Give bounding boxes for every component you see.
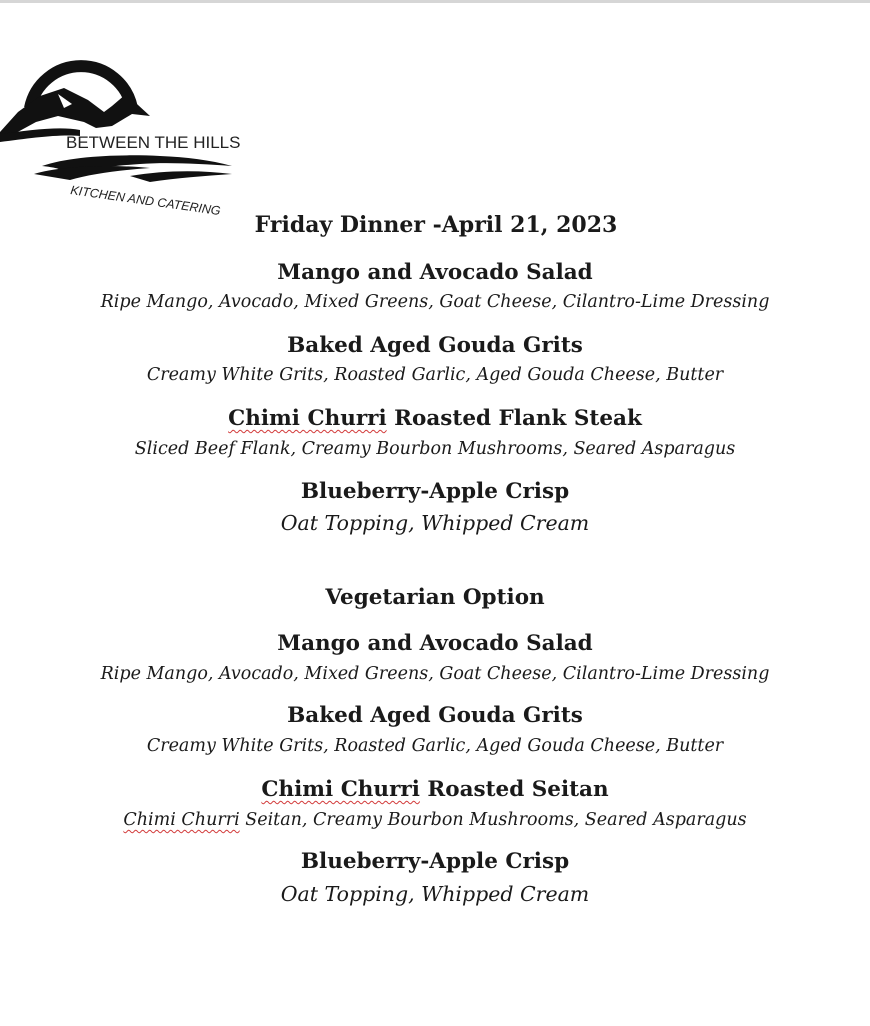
dish-name xyxy=(0,406,870,431)
dish-description: Ripe Mango, Avocado, Mixed Greens, Goat Cheese, Cilantro-Lime Dressing xyxy=(100,292,770,312)
logo-tagline-text: KITCHEN AND CATERING xyxy=(69,183,222,218)
spellcheck-flagged-text: Chimi Churri xyxy=(228,406,387,431)
spellcheck-flagged-text: Chimi Churri xyxy=(123,810,240,830)
dish-name: Mango and Avocado Salad xyxy=(277,260,593,285)
dish-name-rest: Roasted Flank Steak xyxy=(386,406,642,431)
dish-description: Creamy White Grits, Roasted Garlic, Aged Gouda Cheese, Butter xyxy=(146,736,724,756)
dish-description: Creamy White Grits, Roasted Garlic, Aged Gouda Cheese, Butter xyxy=(146,365,724,385)
dish-name: Blueberry-Apple Crisp xyxy=(300,849,570,874)
page-top-border xyxy=(0,0,870,3)
between-the-hills-logo xyxy=(0,38,260,218)
dish-name-rest: Roasted Seitan xyxy=(419,777,609,802)
dish-description xyxy=(0,810,870,830)
dish-name: Baked Aged Gouda Grits xyxy=(287,333,583,358)
dish-description: Oat Topping, Whipped Cream xyxy=(280,511,590,535)
dish-description: Sliced Beef Flank, Creamy Bourbon Mushrooms, Seared Asparagus xyxy=(134,439,736,459)
dish-name: Mango and Avocado Salad xyxy=(277,631,593,656)
spellcheck-flagged-text: Chimi Churri xyxy=(261,777,420,802)
dish-description: Ripe Mango, Avocado, Mixed Greens, Goat Cheese, Cilantro-Lime Dressing xyxy=(100,664,770,684)
dish-description: Oat Topping, Whipped Cream xyxy=(280,882,590,906)
dish-name: Baked Aged Gouda Grits xyxy=(287,703,583,728)
dish-description-rest: Seitan, Creamy Bourbon Mushrooms, Seared Asparagus xyxy=(239,810,747,830)
dish-name: Blueberry-Apple Crisp xyxy=(300,479,570,504)
vegetarian-heading: Vegetarian Option xyxy=(325,585,545,610)
dish-name xyxy=(0,777,870,802)
logo-name-text: BETWEEN THE HILLS xyxy=(66,133,241,152)
menu-title: Friday Dinner -April 21, 2023 xyxy=(254,212,618,238)
